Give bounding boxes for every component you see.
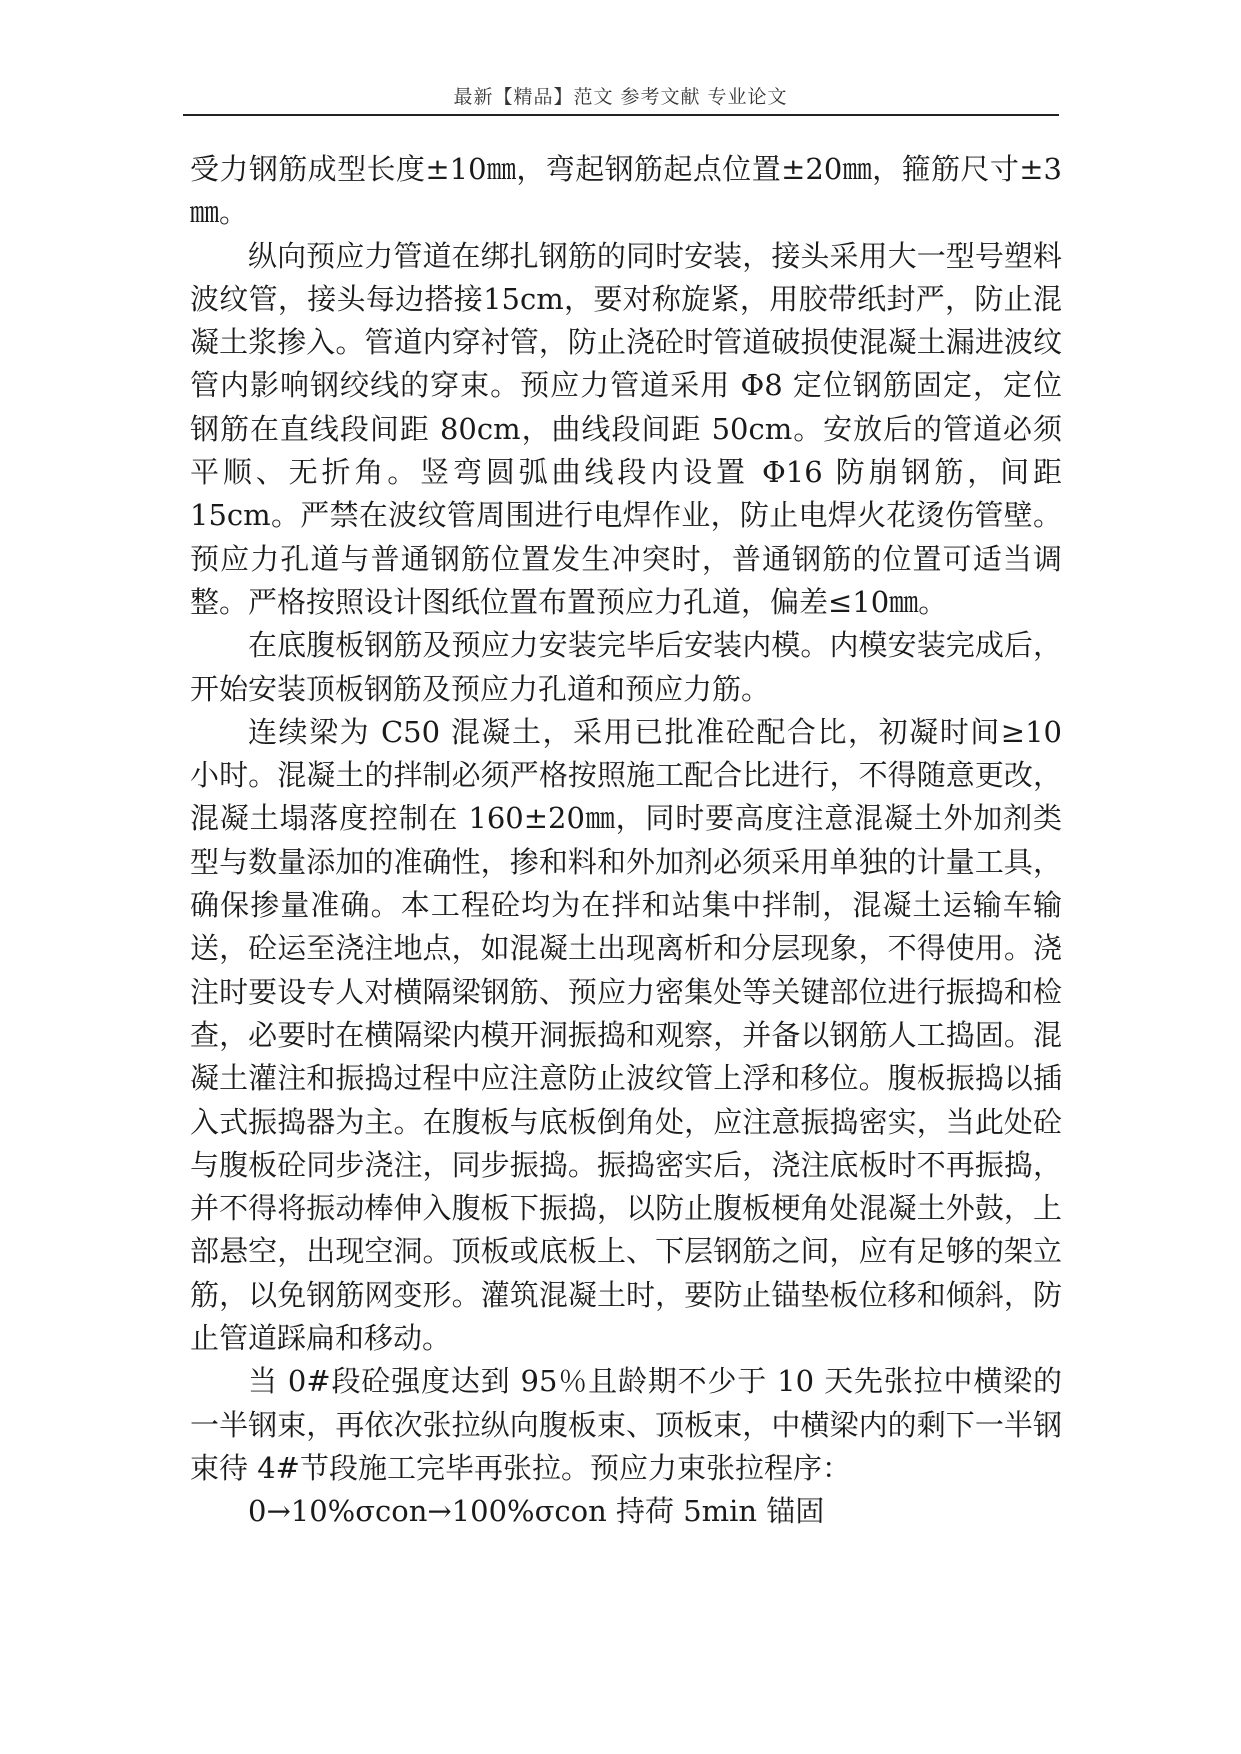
document-body [190, 148, 1062, 1534]
paragraph-4: 连续梁为 C50 混凝土，采用已批准砼配合比，初凝时间≥10 小时。混凝土的拌制必须严格按照施工配合比进行，不得随意更改，混凝土塌落度控制在 160±20㎜，同时要高度注意混凝土外加剂类型与数量添加的准确性，掺和料和外加剂必须采用单独的计量工具，确保掺量准确。本工程砼均为在拌和站集中拌制，混凝土运输车输送，砼运至浇注地点，如混凝土出现离析和分层现象，不得使用。浇注时要设专人对横隔梁钢筋、预应力密集处等关键部位进行振捣和检查，必要时在横隔梁内模开洞振捣和观察，并备以钢筋人工捣固。混凝土灌注和振捣过程中应注意防止波纹管上浮和移位。腹板振捣以插入式振捣器为主。在腹板与底板倒角处，应注意振捣密实，当此处砼与腹板砼同步浇注，同步振捣。振捣密实后，浇注底板时不再振捣，并不得将振动棒伸入腹板下振捣，以防止腹板梗角处混凝土外鼓，上部悬空，出现空洞。顶板或底板上、下层钢筋之间，应有足够的架立筋，以免钢筋网变形。灌筑混凝土时，要防止锚垫板位移和倾斜，防止管道踩扁和移动。 [190, 714, 1062, 1356]
page-header: 最新【精品】范文 参考文献 专业论文 [453, 86, 788, 108]
paragraph-formula: 0→10%σcon→100%σcon 持荷 5min 锚固 [248, 1494, 825, 1529]
paragraph-5: 当 0#段砼强度达到 95％且龄期不少于 10 天先张拉中横梁的一半钢束，再依次张拉纵向腹板束、顶板束，中横梁内的剩下一半钢束待 4#节段施工完毕再张拉。预应力束张拉程序： [190, 1364, 1062, 1485]
paragraph-1: 受力钢筋成型长度±10㎜，弯起钢筋起点位置±20㎜，箍筋尺寸±3㎜。 [190, 152, 1062, 230]
header-divider [183, 114, 1059, 116]
paragraph-3: 在底腹板钢筋及预应力安装完毕后安装内模。内模安装完成后，开始安装顶板钢筋及预应力孔道和预应力筋。 [190, 628, 1062, 706]
paragraph-2: 纵向预应力管道在绑扎钢筋的同时安装，接头采用大一型号塑料波纹管，接头每边搭接15cm，要对称旋紧，用胶带纸封严，防止混凝土浆掺入。管道内穿衬管，防止浇砼时管道破损使混凝土漏进波纹管内影响钢绞线的穿束。预应力管道采用 Φ8 定位钢筋固定，定位钢筋在直线段间距 80cm，曲线段间距 50cm。安放后的管道必须平顺、无折角。竖弯圆弧曲线段内设置 Φ16 防崩钢筋，间距 15cm。严禁在波纹管周围进行电焊作业，防止电焊火花烫伤管壁。预应力孔道与普通钢筋位置发生冲突时，普通钢筋的位置可适当调整。严格按照设计图纸位置布置预应力孔道，偏差≤10㎜。 [190, 238, 1062, 619]
